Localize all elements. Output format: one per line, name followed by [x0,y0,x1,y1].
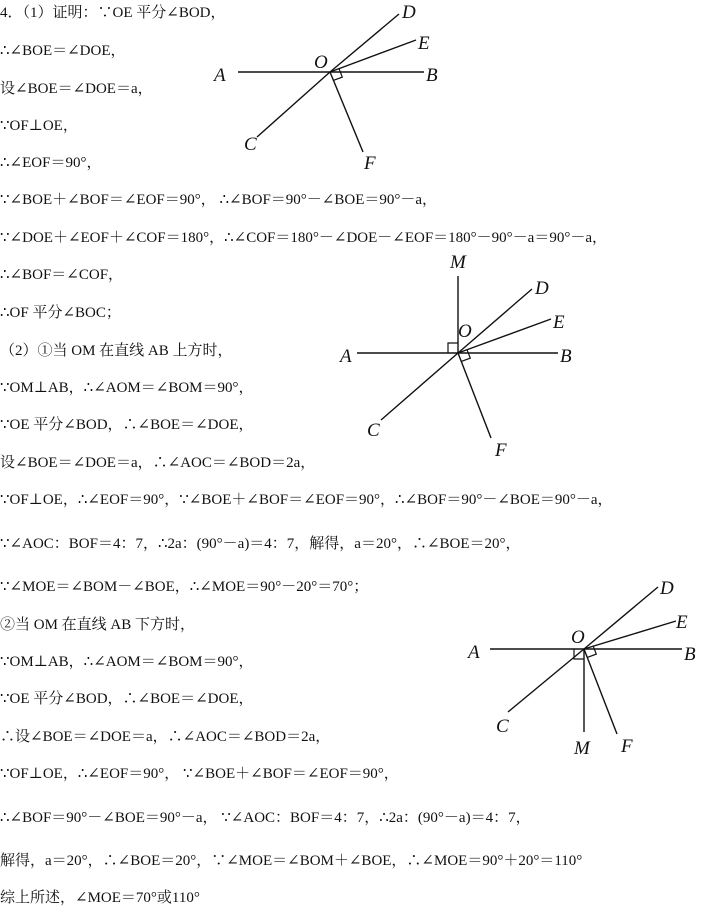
ray-of [330,72,363,152]
right-angle-mark-m [448,343,458,353]
label-e: E [418,33,430,54]
label-m: M [450,252,466,273]
figure-1 [200,0,460,180]
ray-od [330,14,399,72]
label-o: O [314,52,328,73]
line-11: ∵OM⊥AB，∴∠AOM＝∠BOM＝90°， [0,380,254,396]
label-f: F [364,153,376,174]
line-24: 综上所述，∠MOE＝70°或110° [0,890,200,906]
label-m: M [574,738,590,759]
line-9: ∴OF 平分∠BOC； [0,305,121,321]
label-o: O [571,627,585,648]
line-5: ∴∠EOF＝90°， [0,155,102,171]
label-d: D [535,278,549,299]
line-10: （2）①当 OM 在直线 AB 上方时， [0,343,233,359]
line-15: ∵∠AOC：BOF＝4：7，∴2a：(90°－a)＝4：7，解得，a＝20°，∴∠BOE＝20°， [0,536,521,552]
line-20: ∴设∠BOE＝∠DOE＝a，∴∠AOC＝∠BOD＝2a， [0,729,331,745]
line-22: ∴∠BOF＝90°－∠BOE＝90°－a， ∵∠AOC：BOF＝4：7，∴2a：(90°－a)＝4：7， [0,810,531,826]
ray-oc [508,649,584,712]
line-12: ∵OE 平分∠BOD，∴∠BOE＝∠DOE， [0,417,254,433]
label-b: B [684,644,696,665]
label-c: C [496,716,509,737]
label-c: C [244,134,257,155]
line-1: 4．（1）证明：∵OE 平分∠BOD， [0,5,226,21]
label-e: E [676,612,688,633]
line-16: ∵∠MOE＝∠BOM－∠BOE，∴∠MOE＝90°－20°＝70°； [0,579,369,595]
line-13: 设∠BOE＝∠DOE＝a，∴∠AOC＝∠BOD＝2a， [0,455,316,471]
figure-2 [330,250,590,465]
label-o: O [458,321,472,342]
ray-of [584,649,617,734]
line-23: 解得，a＝20°，∴∠BOE＝20°，∵∠MOE＝∠BOM＋∠BOE，∴∠MOE＝90°＋20°＝110° [0,853,583,869]
label-a: A [468,642,480,663]
ray-oe [458,319,551,353]
line-14: ∵OF⊥OE，∴∠EOF＝90°，∵∠BOE＋∠BOF＝∠EOF＝90°，∴∠BOF＝90°－∠BOE＝90°－a， [0,492,613,508]
label-b: B [426,65,438,86]
line-6: ∵∠BOE＋∠BOF＝∠EOF＝90°， ∴∠BOF＝90°－∠BOE＝90°－a， [0,192,438,208]
line-17: ②当 OM 在直线 AB 下方时， [0,617,196,633]
line-21: ∵OF⊥OE，∴∠EOF＝90°， ∵∠BOE＋∠BOF＝∠EOF＝90°， [0,766,399,782]
line-19: ∵OE 平分∠BOD，∴∠BOE＝∠DOE， [0,691,254,707]
label-c: C [367,420,380,441]
label-e: E [553,312,565,333]
label-d: D [660,578,674,599]
line-3: 设∠BOE＝∠DOE＝a， [0,81,153,97]
line-18: ∵OM⊥AB，∴∠AOM＝∠BOM＝90°， [0,654,254,670]
ray-oc [257,72,330,137]
figure-3 [460,572,720,767]
line-4: ∵OF⊥OE， [0,118,78,134]
line-8: ∴∠BOF＝∠COF， [0,267,124,283]
label-f: F [621,736,633,757]
ray-od [584,587,658,649]
line-2: ∴∠BOE＝∠DOE， [0,43,126,59]
label-b: B [560,346,572,367]
label-d: D [402,2,416,23]
label-a: A [340,346,352,367]
ray-oe [330,40,416,72]
label-a: A [214,65,226,86]
ray-oe [584,621,676,649]
ray-oc [381,353,458,420]
label-f: F [495,440,507,461]
ray-of [458,353,491,438]
line-7: ∵∠DOE＋∠EOF＋∠COF＝180°，∴∠COF＝180°－∠DOE－∠EOF＝180°－90°－a＝90°－a， [0,230,607,246]
